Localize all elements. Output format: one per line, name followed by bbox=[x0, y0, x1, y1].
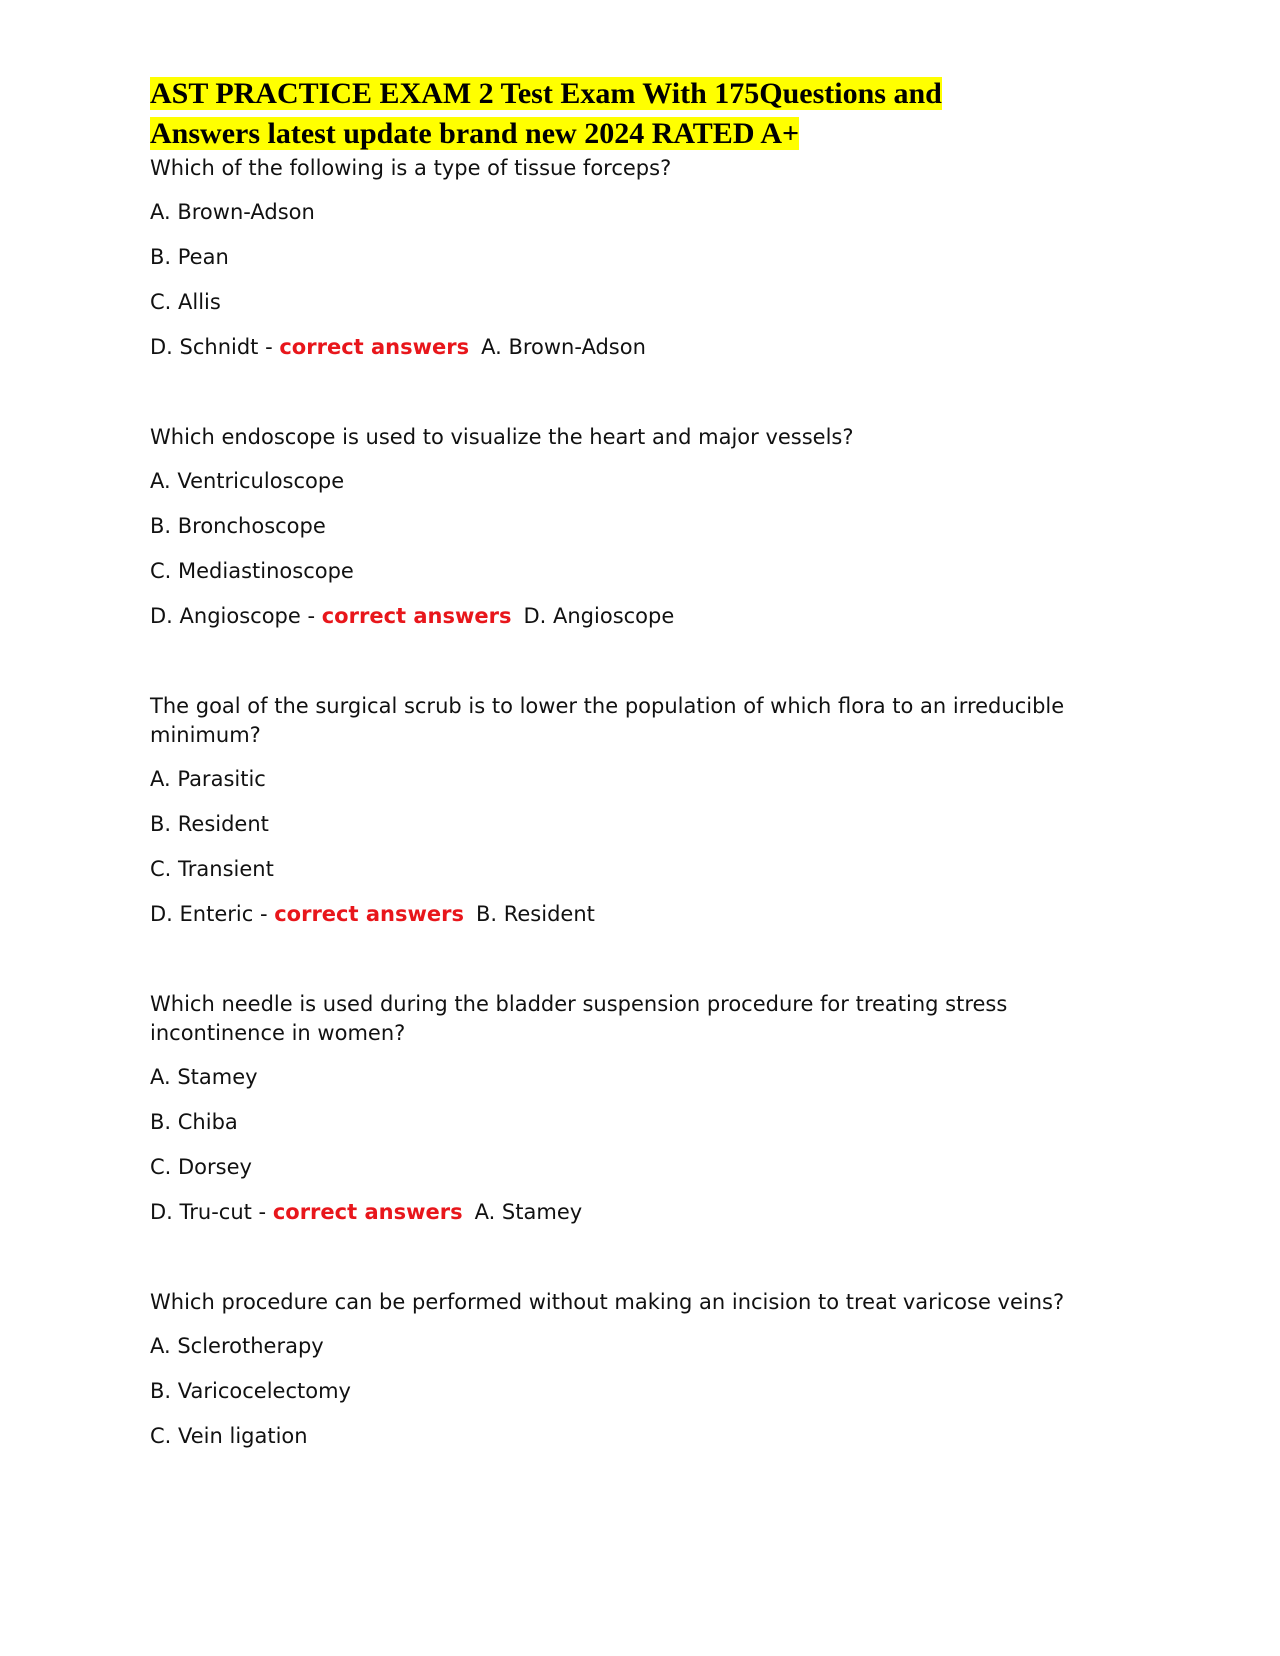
answer-text: A. Brown-Adson bbox=[481, 335, 646, 359]
correct-answers-label: correct answers bbox=[272, 1200, 463, 1224]
question-text: Which endoscope is used to visualize the heart and major vessels? bbox=[150, 425, 854, 449]
document-title bbox=[150, 74, 1110, 154]
option-a: A. Brown-Adson bbox=[150, 200, 315, 224]
answer-text: B. Resident bbox=[475, 902, 595, 926]
correct-answers-label: correct answers bbox=[321, 604, 512, 628]
option-b: B. Pean bbox=[150, 245, 229, 269]
option-a: A. Stamey bbox=[150, 1065, 258, 1089]
option-d: D. Enteric - bbox=[150, 902, 268, 926]
question-1 bbox=[150, 154, 1110, 362]
option-d: D. Angioscope - bbox=[150, 604, 316, 628]
correct-answers-label: correct answers bbox=[279, 335, 470, 359]
option-d-with-answer bbox=[150, 333, 1110, 362]
correct-answers-label: correct answers bbox=[274, 902, 464, 926]
option-a: A. Ventriculoscope bbox=[150, 469, 345, 493]
option-d-with-answer bbox=[150, 900, 1110, 929]
option-a: A. Sclerotherapy bbox=[150, 1334, 324, 1358]
option-c: C. Mediastinoscope bbox=[150, 559, 354, 583]
title-line-1: AST PRACTICE EXAM 2 Test Exam With 175Questions and bbox=[150, 77, 942, 110]
question-text: Which needle is used during the bladder suspension procedure for treating stress incontinence in women? bbox=[150, 992, 1008, 1045]
option-d: D. Tru-cut - bbox=[150, 1200, 267, 1224]
question-text: Which procedure can be performed without making an incision to treat varicose veins? bbox=[150, 1290, 1065, 1314]
question-2 bbox=[150, 423, 1110, 631]
option-b: B. Bronchoscope bbox=[150, 514, 326, 538]
option-d-with-answer bbox=[150, 602, 1110, 631]
title-line-2: Answers latest update brand new 2024 RATED A+ bbox=[150, 117, 800, 150]
option-c: C. Vein ligation bbox=[150, 1424, 308, 1448]
question-text: The goal of the surgical scrub is to lower the population of which flora to an irreducible minimum? bbox=[150, 694, 1065, 747]
question-5 bbox=[150, 1288, 1110, 1451]
option-b: B. Resident bbox=[150, 812, 269, 836]
option-d: D. Schnidt - bbox=[150, 335, 273, 359]
answer-text: D. Angioscope bbox=[523, 604, 675, 628]
option-a: A. Parasitic bbox=[150, 767, 266, 791]
question-text: Which of the following is a type of tissue forceps? bbox=[150, 156, 672, 180]
option-b: B. Varicocelectomy bbox=[150, 1379, 351, 1403]
option-c: C. Dorsey bbox=[150, 1155, 252, 1179]
question-4 bbox=[150, 990, 1110, 1227]
document-content bbox=[150, 74, 1110, 1451]
option-d-with-answer bbox=[150, 1198, 1110, 1227]
option-b: B. Chiba bbox=[150, 1110, 238, 1134]
option-c: C. Allis bbox=[150, 290, 221, 314]
question-3 bbox=[150, 692, 1110, 929]
option-c: C. Transient bbox=[150, 857, 274, 881]
answer-text: A. Stamey bbox=[474, 1200, 583, 1224]
